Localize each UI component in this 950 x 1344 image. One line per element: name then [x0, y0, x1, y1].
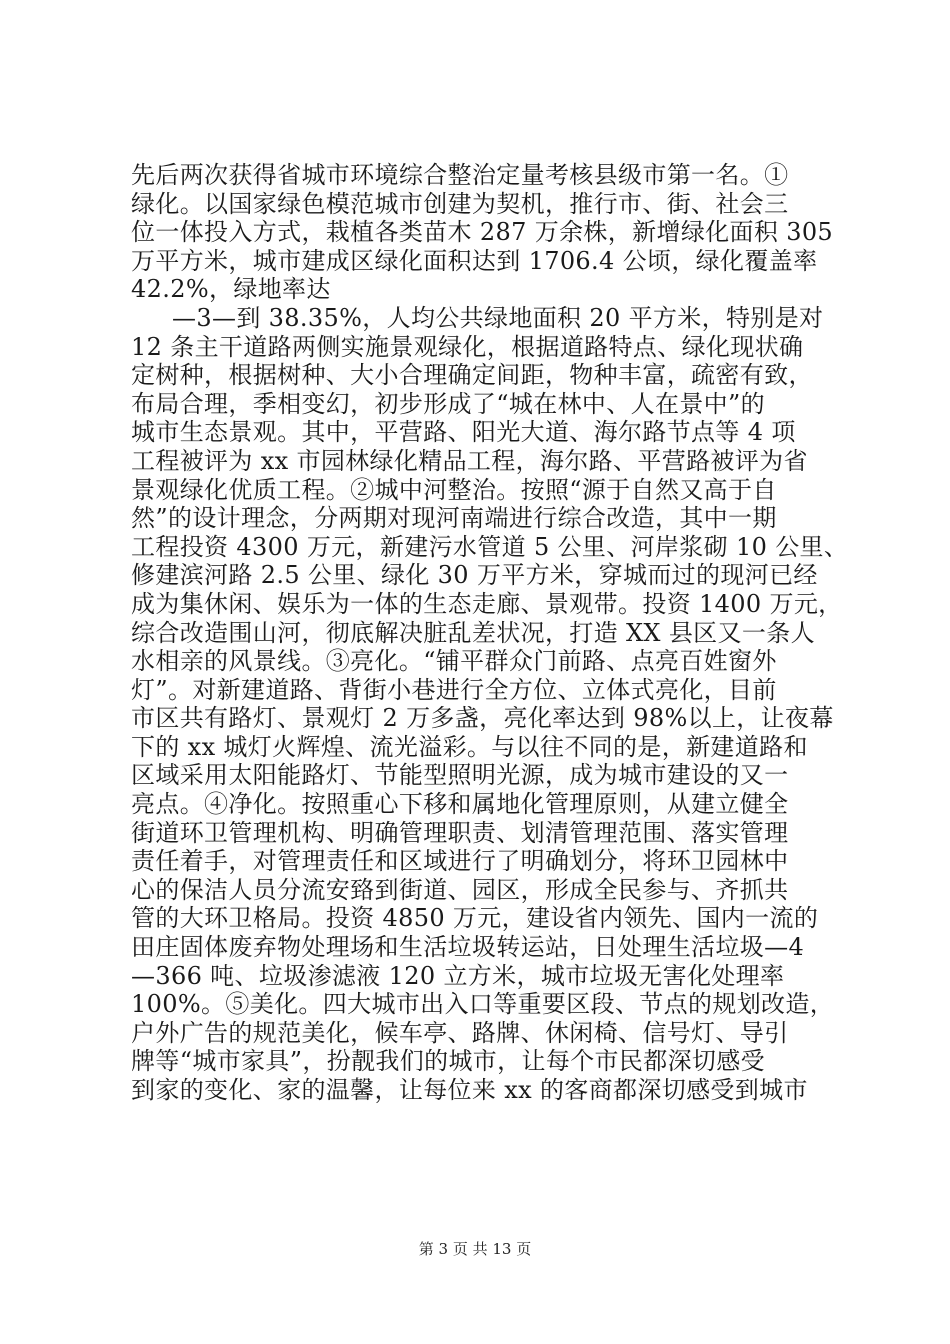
text-line: 先后两次获得省城市环境综合整治定量考核县级市第一名。① — [131, 161, 789, 189]
text-line: 田庄固体废弃物处理场和生活垃圾转运站，日处理生活垃圾—4 — [131, 933, 805, 962]
text-line: 市区共有路灯、景观灯 2 万多盏，亮化率达到 98%以上，让夜幕 — [131, 704, 834, 733]
text-line: 综合改造围山河，彻底解决脏乱差状况，打造 XX 县区又一条人 — [131, 618, 815, 647]
text-line: 牌等“城市家具”，扮靓我们的城市，让每个市民都深切感受 — [131, 1047, 765, 1076]
text-line: 水相亲的风景线。③亮化。“铺平群众门前路、点亮百姓窗外 — [131, 647, 777, 676]
text-line: 12 条主干道路两侧实施景观绿化，根据道路特点、绿化现状确 — [131, 332, 804, 361]
text-line: 绿化。以国家绿色模范城市创建为契机，推行市、街、社会三 — [131, 189, 789, 218]
text-line: —366 吨、垃圾渗滤液 120 立方米，城市垃圾无害化处理率 — [131, 961, 785, 990]
text-line: 42.2%，绿地率达 — [131, 275, 331, 304]
text-line: 工程被评为 xx 市园林绿化精品工程，海尔路、平营路被评为省 — [131, 446, 808, 475]
text-line: 工程投资 4300 万元，新建污水管道 5 公里、河岸浆砌 10 公里、 — [131, 532, 849, 561]
body-text — [131, 161, 849, 1105]
text-line: 万平方米，城市建成区绿化面积达到 1706.4 公顷，绿化覆盖率 — [131, 246, 818, 275]
text-line: 责任着手，对管理责任和区域进行了明确划分，将环卫园林中 — [131, 847, 789, 876]
text-line: 然”的设计理念，分两期对现河南端进行综合改造，其中一期 — [131, 504, 777, 533]
text-line: 心的保洁人员分流安臵到街道、园区，形成全民参与、齐抓共 — [131, 875, 789, 904]
page-number-footer: 第 3 页 共 13 页 — [418, 1240, 532, 1258]
text-line: 管的大环卫格局。投资 4850 万元，建设省内领先、国内一流的 — [131, 904, 819, 933]
text-line: 街道环卫管理机构、明确管理职责、划清管理范围、落实管理 — [131, 818, 789, 847]
text-line: 景观绿化优质工程。②城中河整治。按照“源于自然又高于自 — [131, 475, 777, 504]
text-line: 布局合理，季相变幻，初步形成了“城在林中、人在景中”的 — [131, 389, 765, 418]
text-line: 定树种，根据树种、大小合理确定间距，物种丰富，疏密有致， — [131, 361, 813, 390]
text-line: 户外广告的规范美化，候车亭、路牌、休闲椅、信号灯、导引 — [131, 1018, 789, 1047]
text-line: —3—到 38.35%，人均公共绿地面积 20 平方米，特别是对 — [172, 303, 824, 332]
text-line: 亮点。④净化。按照重心下移和属地化管理原则，从建立健全 — [131, 790, 789, 819]
text-line: 100%。⑤美化。四大城市出入口等重要区段、节点的规划改造， — [131, 990, 835, 1019]
text-line: 区域采用太阳能路灯、节能型照明光源，成为城市建设的又一 — [131, 761, 789, 790]
text-line: 修建滨河路 2.5 公里、绿化 30 万平方米，穿城而过的现河已经 — [131, 561, 818, 590]
text-line: 城市生态景观。其中，平营路、阳光大道、海尔路节点等 4 项 — [131, 418, 796, 447]
text-line: 成为集休闲、娱乐为一体的生态走廊、景观带。投资 1400 万元， — [131, 589, 843, 618]
text-line: 到家的变化、家的温馨，让每位来 xx 的客商都深切感受到城市 — [131, 1076, 808, 1104]
text-line: 下的 xx 城灯火辉煌、流光溢彩。与以往不同的是，新建道路和 — [131, 732, 808, 761]
text-line: 位一体投入方式，栽植各类苗木 287 万余株，新增绿化面积 305 — [131, 218, 834, 247]
text-line: 灯”。对新建道路、背街小巷进行全方位、立体式亮化，目前 — [131, 675, 777, 704]
